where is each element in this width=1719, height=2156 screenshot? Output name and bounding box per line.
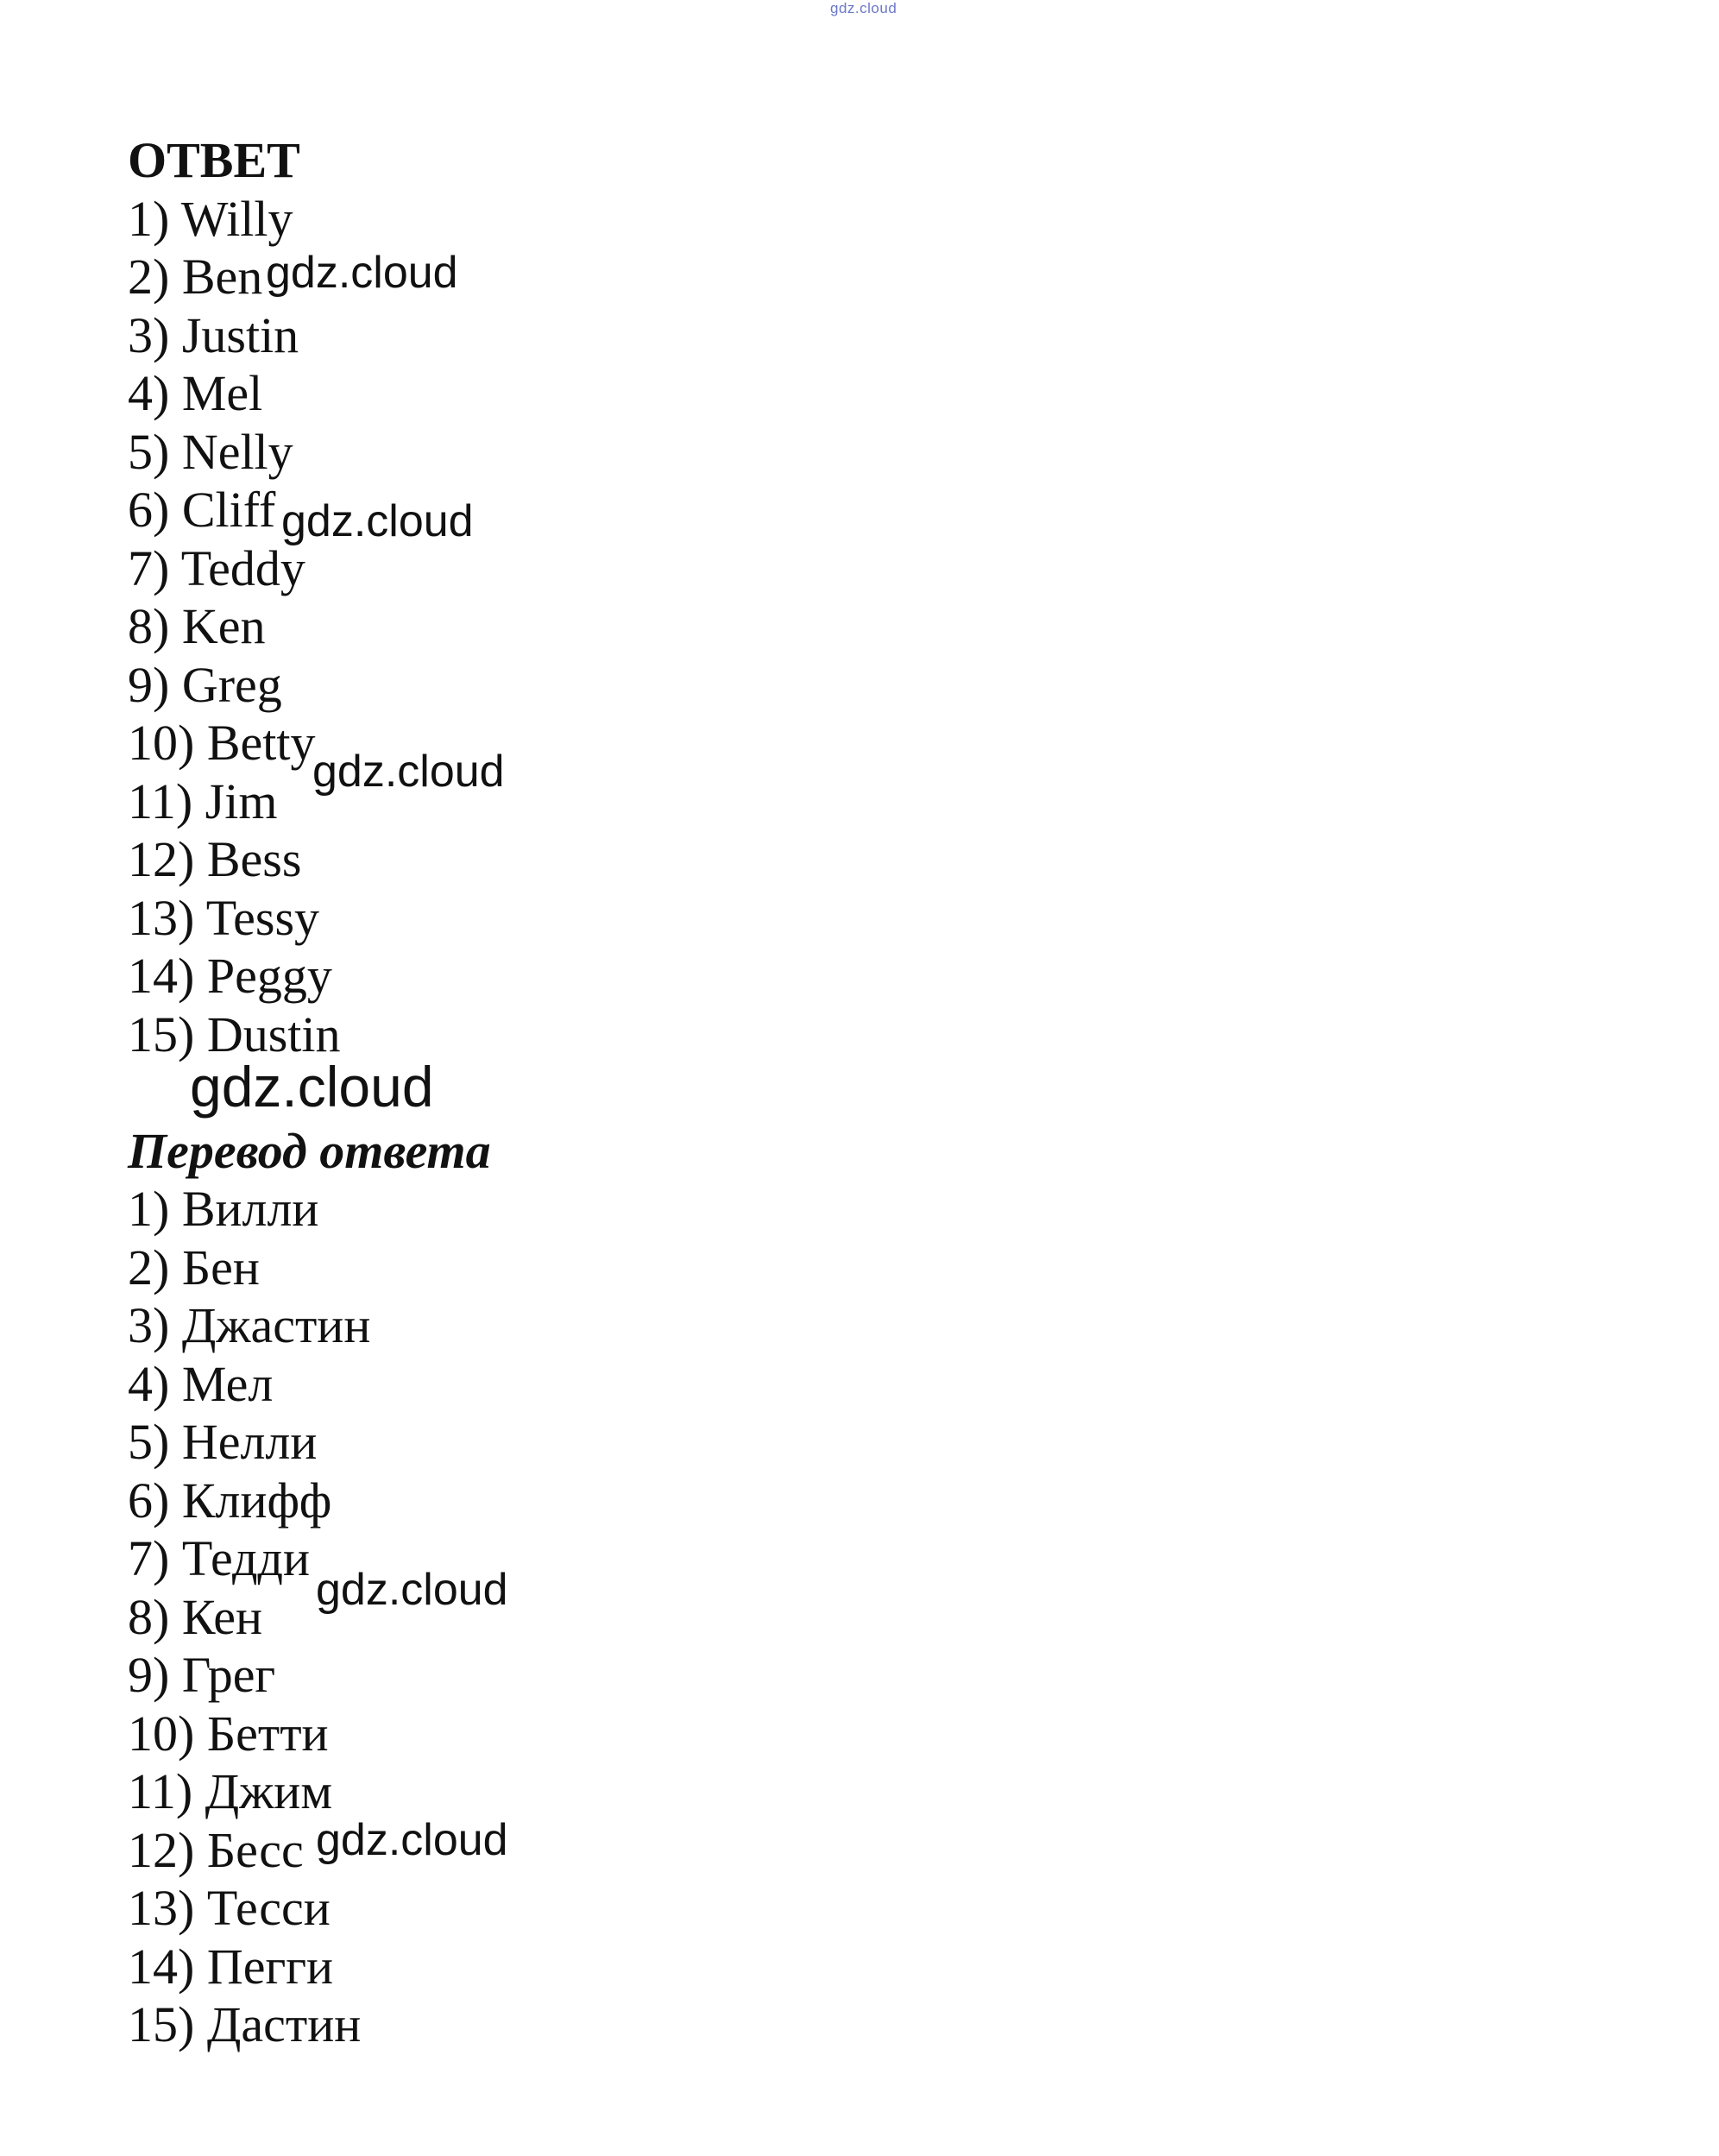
translation-item: 15) Дастин: [128, 1996, 362, 2052]
answer-heading: ОТВЕТ: [128, 132, 300, 188]
top-watermark: gdz.cloud: [830, 0, 897, 16]
translation-item: 1) Вилли: [128, 1181, 319, 1237]
translation-item: 13) Тесси: [128, 1880, 331, 1936]
translation-item: 12) Бесс: [128, 1821, 304, 1878]
watermark: gdz.cloud: [190, 1055, 434, 1119]
answer-item: 3) Justin: [128, 306, 299, 363]
answer-item: 15) Dustin: [128, 1006, 341, 1062]
translation-item: 2) Бен: [128, 1239, 260, 1295]
answer-item: 4) Mel: [128, 365, 263, 421]
translation-item: 7) Тедди: [128, 1530, 311, 1586]
translation-item: 3) Джастин: [128, 1297, 371, 1353]
answer-item: 12) Bess: [128, 831, 302, 887]
watermark: gdz.cloud: [266, 248, 458, 298]
answer-item: 5) Nelly: [128, 423, 293, 480]
answer-item: 10) Betty: [128, 715, 316, 771]
translation-item: 8) Кен: [128, 1588, 263, 1645]
watermark: gdz.cloud: [312, 747, 505, 797]
translation-item: 9) Грег: [128, 1647, 276, 1703]
translation-item: 11) Джим: [128, 1763, 333, 1819]
translation-item: 5) Нелли: [128, 1414, 318, 1470]
answer-item: 7) Teddy: [128, 539, 305, 596]
translation-item: 6) Клифф: [128, 1472, 332, 1529]
watermark: gdz.cloud: [316, 1815, 508, 1865]
watermark: gdz.cloud: [281, 496, 474, 546]
answer-item: 14) Peggy: [128, 948, 332, 1004]
translation-item: 4) Мел: [128, 1355, 274, 1412]
answer-item: 1) Willy: [128, 190, 293, 247]
answer-item: 11) Jim: [128, 772, 278, 829]
answer-item: 8) Ken: [128, 598, 266, 654]
answer-item: 9) Greg: [128, 656, 282, 713]
answer-item: 13) Tessy: [128, 889, 320, 946]
translation-item: 14) Пегги: [128, 1938, 334, 1995]
watermark: gdz.cloud: [316, 1565, 508, 1615]
answer-item: 6) Cliff: [128, 482, 276, 538]
answer-item: 2) Ben: [128, 249, 263, 305]
translation-item: 10) Бетти: [128, 1705, 329, 1762]
translation-heading: Перевод ответа: [128, 1122, 491, 1179]
